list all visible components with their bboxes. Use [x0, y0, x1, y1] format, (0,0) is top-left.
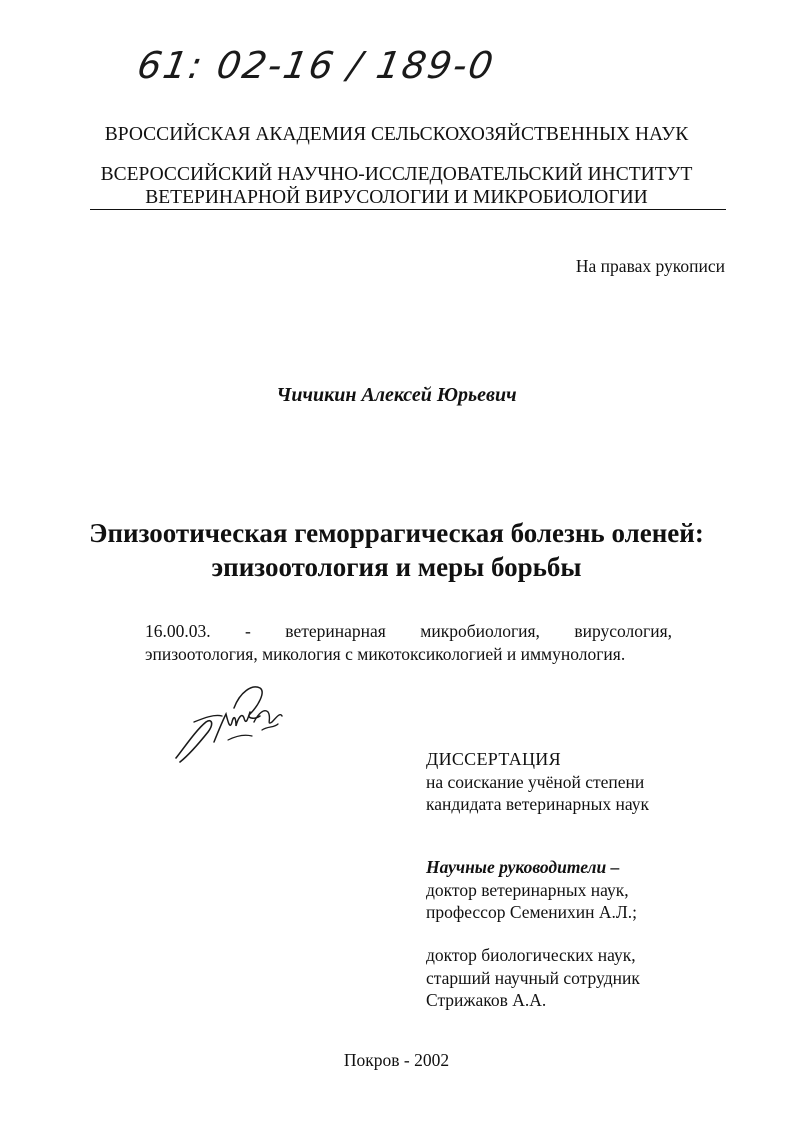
- supervisor2-line2: старший научный сотрудник: [426, 967, 640, 988]
- author-name: Чичикин Алексей Юрьевич: [276, 384, 517, 406]
- supervisors-heading: Научные руководители –: [426, 857, 620, 877]
- specialty-line1: [145, 620, 672, 643]
- specialty-dash: -: [245, 621, 251, 641]
- supervisor2-line1: доктор биологических наук,: [426, 945, 636, 965]
- dissertation-line1: на соискание учёной степени: [426, 771, 645, 792]
- title-line1: Эпизоотическая геморрагическая болезнь оленей:: [89, 518, 704, 548]
- supervisor1-line2: профессор Семенихин А.Л.;: [426, 902, 638, 922]
- supervisors: [426, 856, 637, 924]
- institute-name-line1: ВСЕРОССИЙСКИЙ НАУЧНО-ИССЛЕДОВАТЕЛЬСКИЙ ИНСТИТУТ: [100, 164, 693, 185]
- dissertation-heading: ДИССЕРТАЦИЯ: [426, 749, 561, 769]
- specialty-line2: эпизоотология, микология с микотоксикологией и иммунология.: [145, 644, 626, 664]
- second-supervisor: [426, 944, 640, 1012]
- header-divider: [90, 209, 726, 210]
- place-year: Покров - 2002: [343, 1050, 450, 1070]
- supervisor1-line1: доктор ветеринарных наук,: [426, 879, 629, 900]
- dissertation-title: [0, 516, 793, 584]
- specialty-word: ветеринарная: [285, 621, 386, 641]
- dissertation-info: [426, 748, 649, 816]
- specialty-word: микробиология,: [420, 621, 540, 641]
- institute-name-line2: ВЕТЕРИНАРНОЙ ВИРУСОЛОГИИ И МИКРОБИОЛОГИИ: [145, 187, 648, 208]
- specialty-word: вирусология,: [574, 621, 672, 641]
- manuscript-note: На правах рукописи: [575, 256, 725, 276]
- dissertation-line2: кандидата ветеринарных наук: [426, 794, 649, 814]
- specialty: [145, 620, 672, 666]
- supervisor2-line3: Стрижаков А.А.: [426, 990, 547, 1010]
- institute-name: [0, 163, 793, 209]
- archive-number: 61: 02-16 / 189-0: [134, 44, 499, 87]
- academy-name: ВРОССИЙСКАЯ АКАДЕМИЯ СЕЛЬСКОХОЗЯЙСТВЕННЫХ НАУК: [104, 124, 689, 145]
- specialty-code: 16.00.03.: [145, 621, 211, 641]
- signature-image: [170, 678, 290, 768]
- title-line2: эпизоотология и меры борьбы: [211, 552, 582, 582]
